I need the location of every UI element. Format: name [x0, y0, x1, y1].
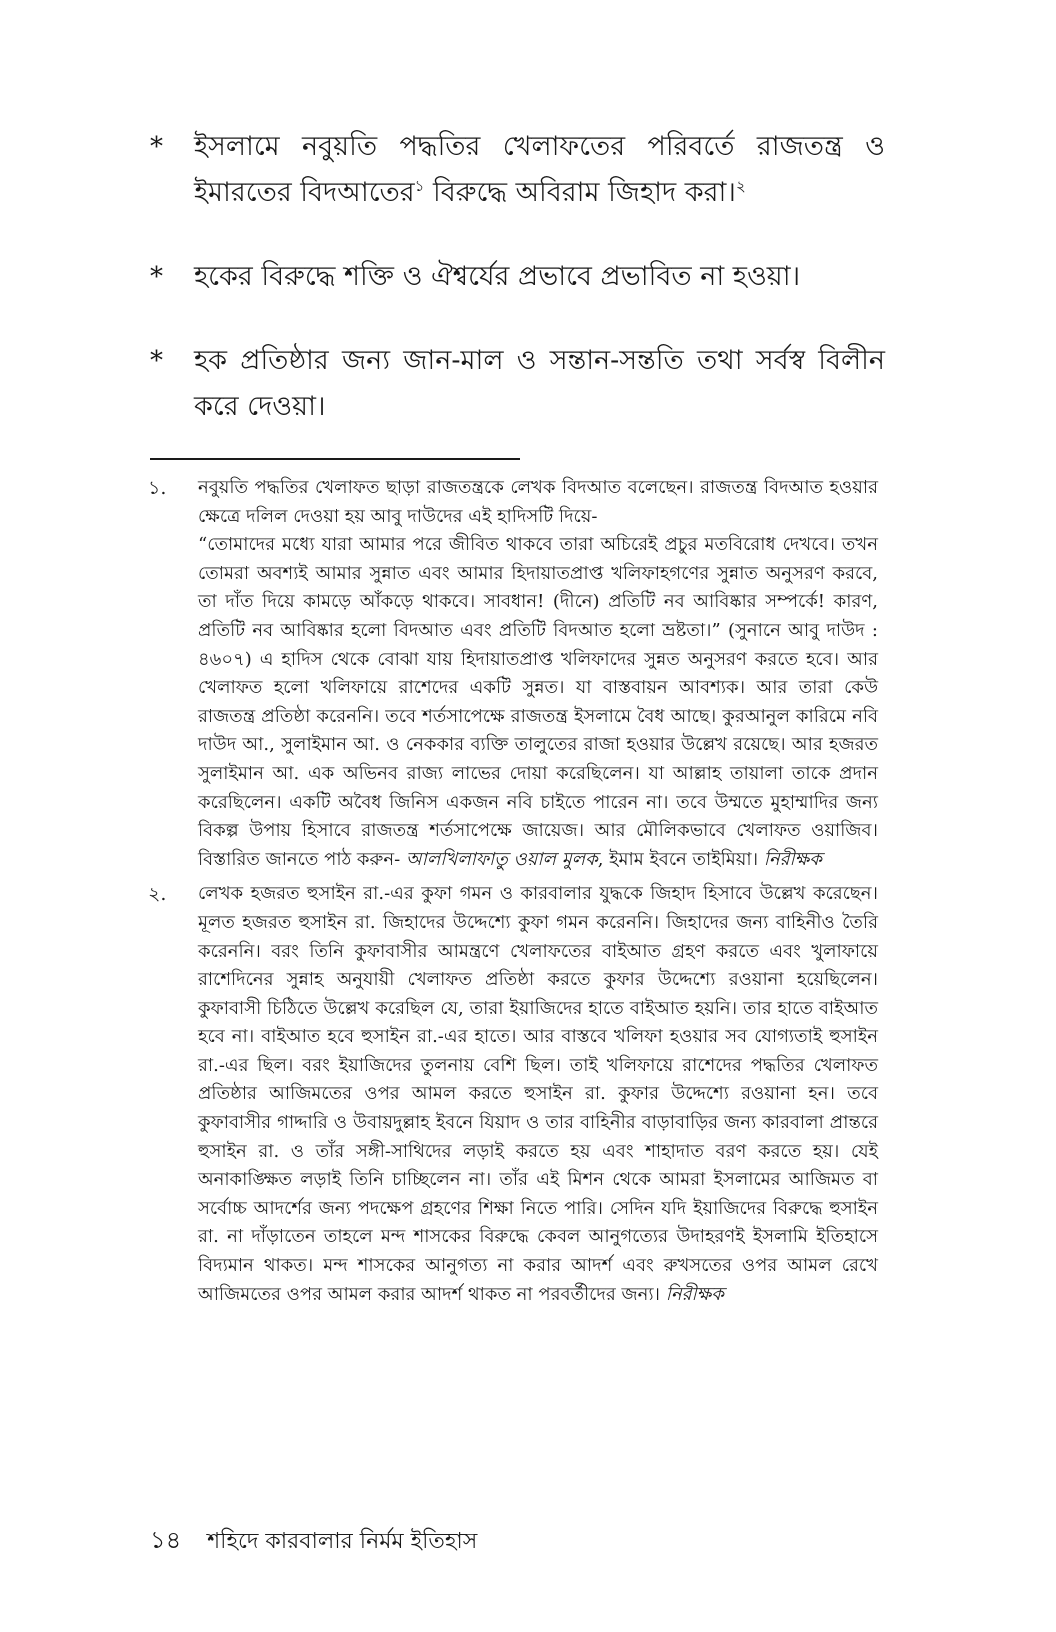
footnote-body	[198, 474, 878, 874]
footnote-number: ২.	[148, 883, 167, 906]
bullet-point	[150, 124, 885, 216]
asterisk-icon: *	[150, 132, 163, 162]
footnotes-section	[148, 474, 878, 1309]
editor-note: নিরীক্ষক	[665, 1283, 724, 1305]
bullet-text: ইসলামে নবুয়তি পদ্ধতির খেলাফতের পরিবর্তে রাজতন্ত্র ও ইমারতের বিদআতের$^১$ বিরুদ্ধে অবিরাম জিহাদ করা।$^২$	[194, 131, 885, 208]
asterisk-icon: *	[150, 346, 163, 376]
footnote-2	[148, 880, 878, 1309]
footnote-number: ১.	[148, 477, 167, 499]
bullet-text: হকের বিরুদ্ধে শক্তি ও ঐশ্বর্যের প্রভাবে প্রভাবিত না হওয়া।	[194, 261, 801, 292]
bullet-point	[150, 338, 885, 430]
main-bullet-list	[150, 124, 885, 468]
bullet-point	[150, 254, 885, 300]
footnote-paragraph: নবুয়তি পদ্ধতির খেলাফত ছাড়া রাজতন্ত্রকে লেখক বিদআত বলেছেন। রাজতন্ত্র বিদআত হওয়ার ক্ষেত্রে দলিল দেওয়া হয় আবু দাউদের এই হাদিসটি দিয়ে-	[198, 477, 878, 527]
footnote-paragraph: “তোমাদের মধ্যে যারা আমার পরে জীবিত থাকবে তারা অচিরেই প্রচুর মতবিরোধ দেখবে। তখন তোমরা অবশ্যই আমার সুন্নাত এবং আমার হিদায়াতপ্রাপ্ত খলিফাহগণের সুন্নাত অনুসরণ করবে, তা দাঁত দিয়ে কামড়ে আঁকড়ে থাকবে। সাবধান! (দীনে) প্রতিটি নব আবিষ্কার সম্পর্কে! কারণ, প্রতিটি নব আবিষ্কার হলো বিদআত এবং প্রতিটি বিদআত হলো ভ্রষ্টতা।” (সুনানে আবু দাউদ : ৪৬০৭) এ হাদিস থেকে বোঝা যায় হিদায়াতপ্রাপ্ত খলিফাদের সুন্নত অনুসরণ করতে হবে। আর খেলাফত হলো খলিফায়ে রাশেদের একটি সুন্নত। যা বাস্তবায়ন আবশ্যক। আর তারা কেউ রাজতন্ত্র প্রতিষ্ঠা করেননি। তবে শর্তসাপেক্ষে রাজতন্ত্র ইসলামে বৈধ আছে। কুরআনুল কারিমে নবি দাউদ আ., সুলাইমান আ. ও নেককার ব্যক্তি তালুতের রাজা হওয়ার উল্লেখ রয়েছে। আর হজরত সুলাইমান আ. এক অভিনব রাজ্য লাভের দোয়া করেছিলেন। যা আল্লাহ তায়ালা তাকে প্রদান করেছিলেন। একটি অবৈধ জিনিস একজন নবি চাইতে পারেন না। তবে উম্মতে মুহাম্মাদির জন্য বিকল্প উপায় হিসাবে রাজতন্ত্র শর্তসাপেক্ষে জায়েজ। আর মৌলিকভাবে খেলাফত ওয়াজিব। বিস্তারিত জানতে পাঠ করুন- আলখিলাফাতু ওয়াল মুলক, ইমাম ইবনে তাইমিয়া। নিরীক্ষক	[198, 534, 878, 870]
footnote-divider	[150, 458, 520, 460]
page-number: ১৪	[150, 1526, 182, 1554]
footnote-1	[148, 474, 878, 874]
footnote-body	[198, 880, 878, 1309]
footnote-ref-2: ২	[735, 177, 746, 195]
page-footer	[150, 1522, 477, 1562]
editor-note: নিরীক্ষক	[763, 848, 822, 870]
bullet-text: হক প্রতিষ্ঠার জন্য জান-মাল ও সন্তান-সন্ততি তথা সর্বস্ব বিলীন করে দেওয়া।	[194, 345, 885, 422]
book-reference: আলখিলাফাতু ওয়াল মুলক	[405, 848, 598, 870]
asterisk-icon: *	[150, 262, 163, 292]
footnote-ref-1: ১	[414, 177, 425, 195]
book-title: শহিদে কারবালার নির্মম ইতিহাস	[207, 1529, 478, 1554]
footnote-paragraph: লেখক হজরত হুসাইন রা.-এর কুফা গমন ও কারবালার যুদ্ধকে জিহাদ হিসাবে উল্লেখ করেছেন। মূলত হজরত হুসাইন রা. জিহাদের উদ্দেশ্যে কুফা গমন করেননি। জিহাদের জন্য বাহিনীও তৈরি করেননি। বরং তিনি কুফাবাসীর আমন্ত্রণে খেলাফতের বাইআত গ্রহণ করতে এবং খুলাফায়ে রাশেদিনের সুন্নাহ অনুযায়ী খেলাফত প্রতিষ্ঠা করতে কুফার উদ্দেশ্যে রওয়ানা হয়েছিলেন। কুফাবাসী চিঠিতে উল্লেখ করেছিল যে, তারা ইয়াজিদের হাতে বাইআত হয়নি। তার হাতে বাইআত হবে না। বাইআত হবে হুসাইন রা.-এর হাতে। আর বাস্তবে খলিফা হওয়ার সব যোগ্যতাই হুসাইন রা.-এর ছিল। বরং ইয়াজিদের তুলনায় বেশি ছিল। তাই খলিফায়ে রাশেদের পদ্ধতির খেলাফত প্রতিষ্ঠার আজিমতের ওপর আমল করতে হুসাইন রা. কুফার উদ্দেশ্যে রওয়ানা হন। তবে কুফাবাসীর গাদ্দারি ও উবায়দুল্লাহ ইবনে যিয়াদ ও তার বাহিনীর বাড়াবাড়ির জন্য কারবালা প্রান্তরে হুসাইন রা. ও তাঁর সঙ্গী-সাথিদের লড়াই করতে হয় এবং শাহাদাত বরণ করতে হয়। যেই অনাকাঙ্ক্ষিত লড়াই তিনি চাচ্ছিলেন না। তাঁর এই মিশন থেকে আমরা ইসলামের আজিমত বা সর্বোচ্চ আদর্শের জন্য পদক্ষেপ গ্রহণের শিক্ষা নিতে পারি। সেদিন যদি ইয়াজিদের বিরুদ্ধে হুসাইন রা. না দাঁড়াতেন তাহলে মন্দ শাসকের বিরুদ্ধে কেবল আনুগত্যের উদাহরণই ইসলামি ইতিহাসে বিদ্যমান থাকত। মন্দ শাসকের আনুগত্য না করার আদর্শ এবং রুখসতের ওপর আমল রেখে আজিমতের ওপর আমল করার আদর্শ থাকত না পরবর্তীদের জন্য। নিরীক্ষক	[198, 883, 878, 1305]
